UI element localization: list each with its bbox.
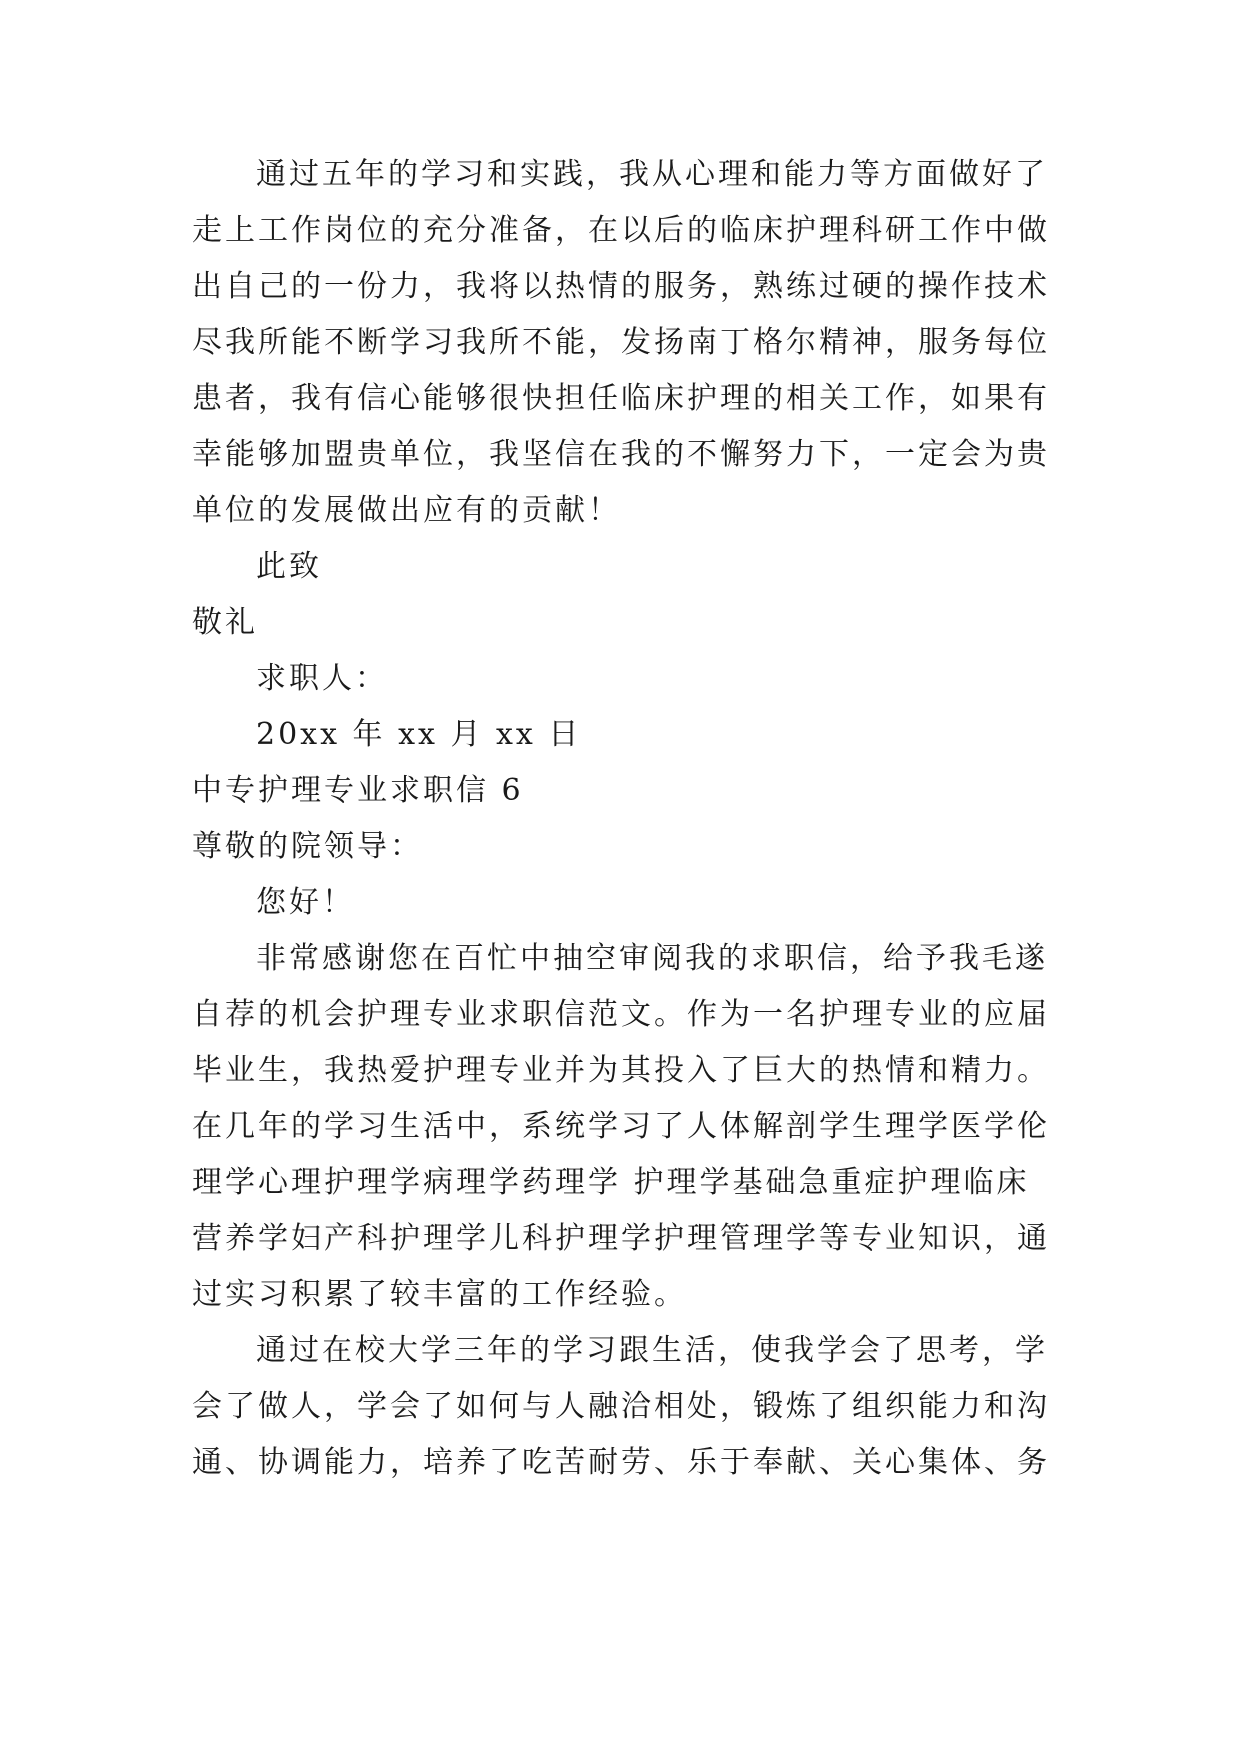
paragraph-line: 非常感谢您在百忙中抽空审阅我的求职信，给予我毛遂 — [256, 941, 1048, 976]
paragraph-line: 通、协调能力，培养了吃苦耐劳、乐于奉献、关心集体、务 — [192, 1445, 1050, 1480]
section-title: 中专护理专业求职信 6 — [192, 773, 524, 808]
paragraph-line: 过实习积累了较丰富的工作经验。 — [192, 1277, 687, 1312]
paragraph-line: 通过在校大学三年的学习跟生活，使我学会了思考，学 — [256, 1333, 1048, 1368]
paragraph-line: 会了做人，学会了如何与人融洽相处，锻炼了组织能力和沟 — [192, 1389, 1050, 1424]
paragraph-line: 幸能够加盟贵单位，我坚信在我的不懈努力下，一定会为贵 — [192, 437, 1050, 472]
paragraph-line: 尽我所能不断学习我所不能，发扬南丁格尔精神，服务每位 — [192, 325, 1050, 360]
paragraph-line: 出自己的一份力，我将以热情的服务，熟练过硬的操作技术 — [192, 269, 1050, 304]
paragraph-line: 走上工作岗位的充分准备，在以后的临床护理科研工作中做 — [192, 213, 1050, 248]
closing-regards: 敬礼 — [192, 605, 258, 640]
paragraph-line: 理学心理护理学病理学药理学 护理学基础急重症护理临床 — [192, 1165, 1030, 1200]
greeting-recipient: 尊敬的院领导： — [192, 829, 423, 864]
signature-applicant: 求职人： — [256, 661, 388, 696]
paragraph-line: 患者，我有信心能够很快担任临床护理的相关工作，如果有 — [192, 381, 1050, 416]
paragraph-line: 营养学妇产科护理学儿科护理学护理管理学等专业知识，通 — [192, 1221, 1050, 1256]
paragraph-line: 在几年的学习生活中，系统学习了人体解剖学生理学医学伦 — [192, 1109, 1050, 1144]
closing-salutation: 此致 — [256, 549, 322, 584]
paragraph-line: 毕业生，我热爱护理专业并为其投入了巨大的热情和精力。 — [192, 1053, 1050, 1088]
paragraph-line: 通过五年的学习和实践，我从心理和能力等方面做好了 — [256, 157, 1048, 192]
greeting: 您好！ — [256, 885, 355, 920]
signature-date: 20xx 年 xx 月 xx 日 — [256, 717, 582, 752]
paragraph-line: 自荐的机会护理专业求职信范文。作为一名护理专业的应届 — [192, 997, 1050, 1032]
paragraph-line: 单位的发展做出应有的贡献！ — [192, 493, 621, 528]
